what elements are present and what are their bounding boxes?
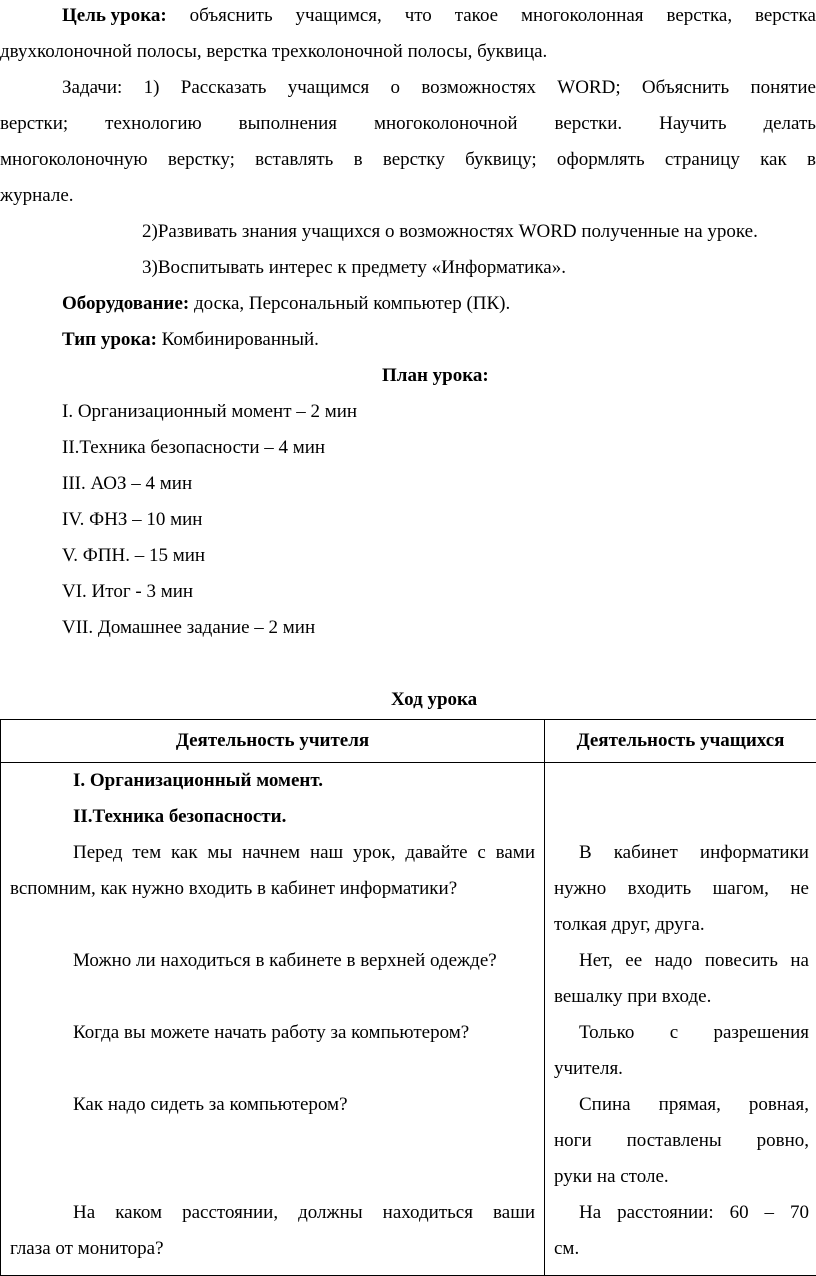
equipment-value: доска, Персональный компьютер (ПК). <box>189 293 510 314</box>
word: страницу <box>665 148 740 172</box>
word: начнем <box>242 841 300 865</box>
word: шагом, <box>713 877 769 901</box>
teacher-question-2: Можно ли находиться в кабинете в верхней одежде? <box>73 949 497 973</box>
word: повесить <box>705 949 778 973</box>
table-header-row <box>1 720 816 763</box>
word: многоколоночную <box>0 148 148 172</box>
student-answer-4-line-2 <box>554 1129 809 1153</box>
word: делать <box>763 112 816 136</box>
word: поставлены <box>627 1129 722 1153</box>
word: верстка, <box>666 4 732 28</box>
student-answer-2-line-1 <box>579 949 809 973</box>
word: Нет, <box>579 949 613 973</box>
lesson-type-label: Тип урока: <box>62 329 157 350</box>
word: возможностях <box>421 76 536 100</box>
word: многоколонная <box>521 4 644 28</box>
word: вставлять <box>255 148 333 172</box>
word: WORD; <box>557 76 620 100</box>
plan-item: IV. ФНЗ – 10 мин <box>62 508 202 532</box>
word: учащимся <box>288 76 369 100</box>
word: ваши <box>493 1201 535 1225</box>
word: верстка <box>755 4 816 28</box>
word: расстоянии: <box>617 1201 714 1225</box>
word: мы <box>207 841 232 865</box>
students-cell <box>545 763 816 1276</box>
tasks-item-3: 3)Воспитывать интерес к предмету «Информатика». <box>142 256 566 280</box>
teacher-heading-2: II.Техника безопасности. <box>73 805 286 829</box>
word: каком <box>115 1201 162 1225</box>
word: 70 <box>790 1201 809 1225</box>
word: Перед <box>73 841 123 865</box>
word: ноги <box>554 1129 592 1153</box>
word: находиться <box>383 1201 473 1225</box>
lesson-type <box>62 328 319 352</box>
teacher-question-1-line-2: вспомним, как нужно входить в кабинет информатики? <box>10 877 457 901</box>
word: должны <box>298 1201 362 1225</box>
word: в <box>807 148 816 172</box>
word: технологию <box>105 112 202 136</box>
plan-item: VI. Итог - 3 мин <box>62 580 193 604</box>
word: информатики <box>700 841 809 865</box>
student-answer-1-line-1 <box>579 841 809 865</box>
plan-item: I. Организационный момент – 2 мин <box>62 400 357 424</box>
teacher-question-5-line-1 <box>73 1201 535 1225</box>
word: ее <box>625 949 642 973</box>
word: В <box>579 841 592 865</box>
word: выполнения <box>239 112 337 136</box>
tasks-line-3 <box>0 148 816 172</box>
tasks-line-1 <box>62 76 816 100</box>
word: – <box>765 1201 775 1225</box>
word: оформлять <box>557 148 645 172</box>
lesson-table <box>0 719 816 1276</box>
student-answer-3-line-1 <box>579 1021 809 1045</box>
equipment-label: Оборудование: <box>62 293 189 314</box>
word: верстки. <box>554 112 622 136</box>
word: такое <box>455 4 498 28</box>
word: Объяснить <box>642 76 729 100</box>
word: На <box>579 1201 601 1225</box>
progress-title: Ход урока <box>391 688 477 712</box>
word: входить <box>628 877 692 901</box>
word: как <box>760 148 787 172</box>
word: что <box>405 4 432 28</box>
goal-line-2: двухколоночной полосы, верстка трехколоночной полосы, буквица. <box>0 40 547 64</box>
word: не <box>790 877 809 901</box>
word: Рассказать <box>181 76 267 100</box>
word: Спина <box>579 1093 631 1117</box>
word: Задачи: <box>62 76 122 100</box>
table-row <box>1 763 816 1276</box>
word: с <box>477 841 485 865</box>
word: нужно <box>554 877 606 901</box>
word: многоколоночной <box>374 112 518 136</box>
word: верстку; <box>168 148 235 172</box>
word: как <box>171 841 198 865</box>
word: объяснить <box>190 4 273 28</box>
student-answer-5-line-1 <box>579 1201 809 1225</box>
word: буквицу; <box>465 148 537 172</box>
word: расстоянии, <box>182 1201 278 1225</box>
goal-label: Цель урока: <box>62 4 167 28</box>
teacher-cell <box>1 763 545 1276</box>
tasks-line-2 <box>0 112 816 136</box>
word: На <box>73 1201 95 1225</box>
word: урок, <box>353 841 395 865</box>
word: кабинет <box>614 841 678 865</box>
equipment <box>62 292 510 316</box>
word: с <box>670 1021 678 1045</box>
word: на <box>790 949 809 973</box>
student-answer-4-line-1 <box>579 1093 809 1117</box>
word: о <box>391 76 401 100</box>
teacher-question-5-line-2: глаза от монитора? <box>10 1237 164 1261</box>
word: давайте <box>405 841 467 865</box>
word: тем <box>132 841 161 865</box>
word: Только <box>579 1021 634 1045</box>
lesson-type-value: Комбинированный. <box>157 329 319 350</box>
student-answer-1-line-2 <box>554 877 809 901</box>
tasks-item-2: 2)Развивать знания учащихся о возможностях WORD полученные на уроке. <box>142 220 758 244</box>
word: наш <box>310 841 343 865</box>
word: верстки; <box>0 112 68 136</box>
goal-line-1 <box>62 4 816 28</box>
word: ровная, <box>749 1093 809 1117</box>
plan-item: V. ФПН. – 15 мин <box>62 544 205 568</box>
word: понятие <box>750 76 815 100</box>
teacher-question-1-line-1 <box>73 841 535 865</box>
word: в <box>354 148 363 172</box>
word: ровно, <box>757 1129 809 1153</box>
student-answer-2-line-2: вешалку при входе. <box>554 985 711 1009</box>
plan-item: VII. Домашнее задание – 2 мин <box>62 616 315 640</box>
teacher-heading-1: I. Организационный момент. <box>73 769 323 793</box>
word: 60 <box>730 1201 749 1225</box>
student-answer-3-line-2: учителя. <box>554 1057 623 1081</box>
student-answer-1-line-3: толкая друг, друга. <box>554 913 705 937</box>
plan-item: III. АОЗ – 4 мин <box>62 472 192 496</box>
word: Научить <box>659 112 726 136</box>
word: разрешения <box>713 1021 809 1045</box>
plan-item: II.Техника безопасности – 4 мин <box>62 436 325 460</box>
header-teacher: Деятельность учителя <box>1 720 545 763</box>
word: вами <box>496 841 535 865</box>
word: надо <box>655 949 693 973</box>
student-answer-4-line-3: руки на столе. <box>554 1165 669 1189</box>
header-students: Деятельность учащихся <box>545 720 816 763</box>
word: прямая, <box>659 1093 721 1117</box>
tasks-line-4: журнале. <box>0 184 74 208</box>
word: учащимся, <box>296 4 382 28</box>
word: 1) <box>144 76 160 100</box>
teacher-question-3: Когда вы можете начать работу за компьютером? <box>73 1021 469 1045</box>
teacher-question-4: Как надо сидеть за компьютером? <box>73 1093 348 1117</box>
word: верстку <box>383 148 445 172</box>
plan-title: План урока: <box>382 364 489 388</box>
student-answer-5-line-2: см. <box>554 1237 579 1261</box>
